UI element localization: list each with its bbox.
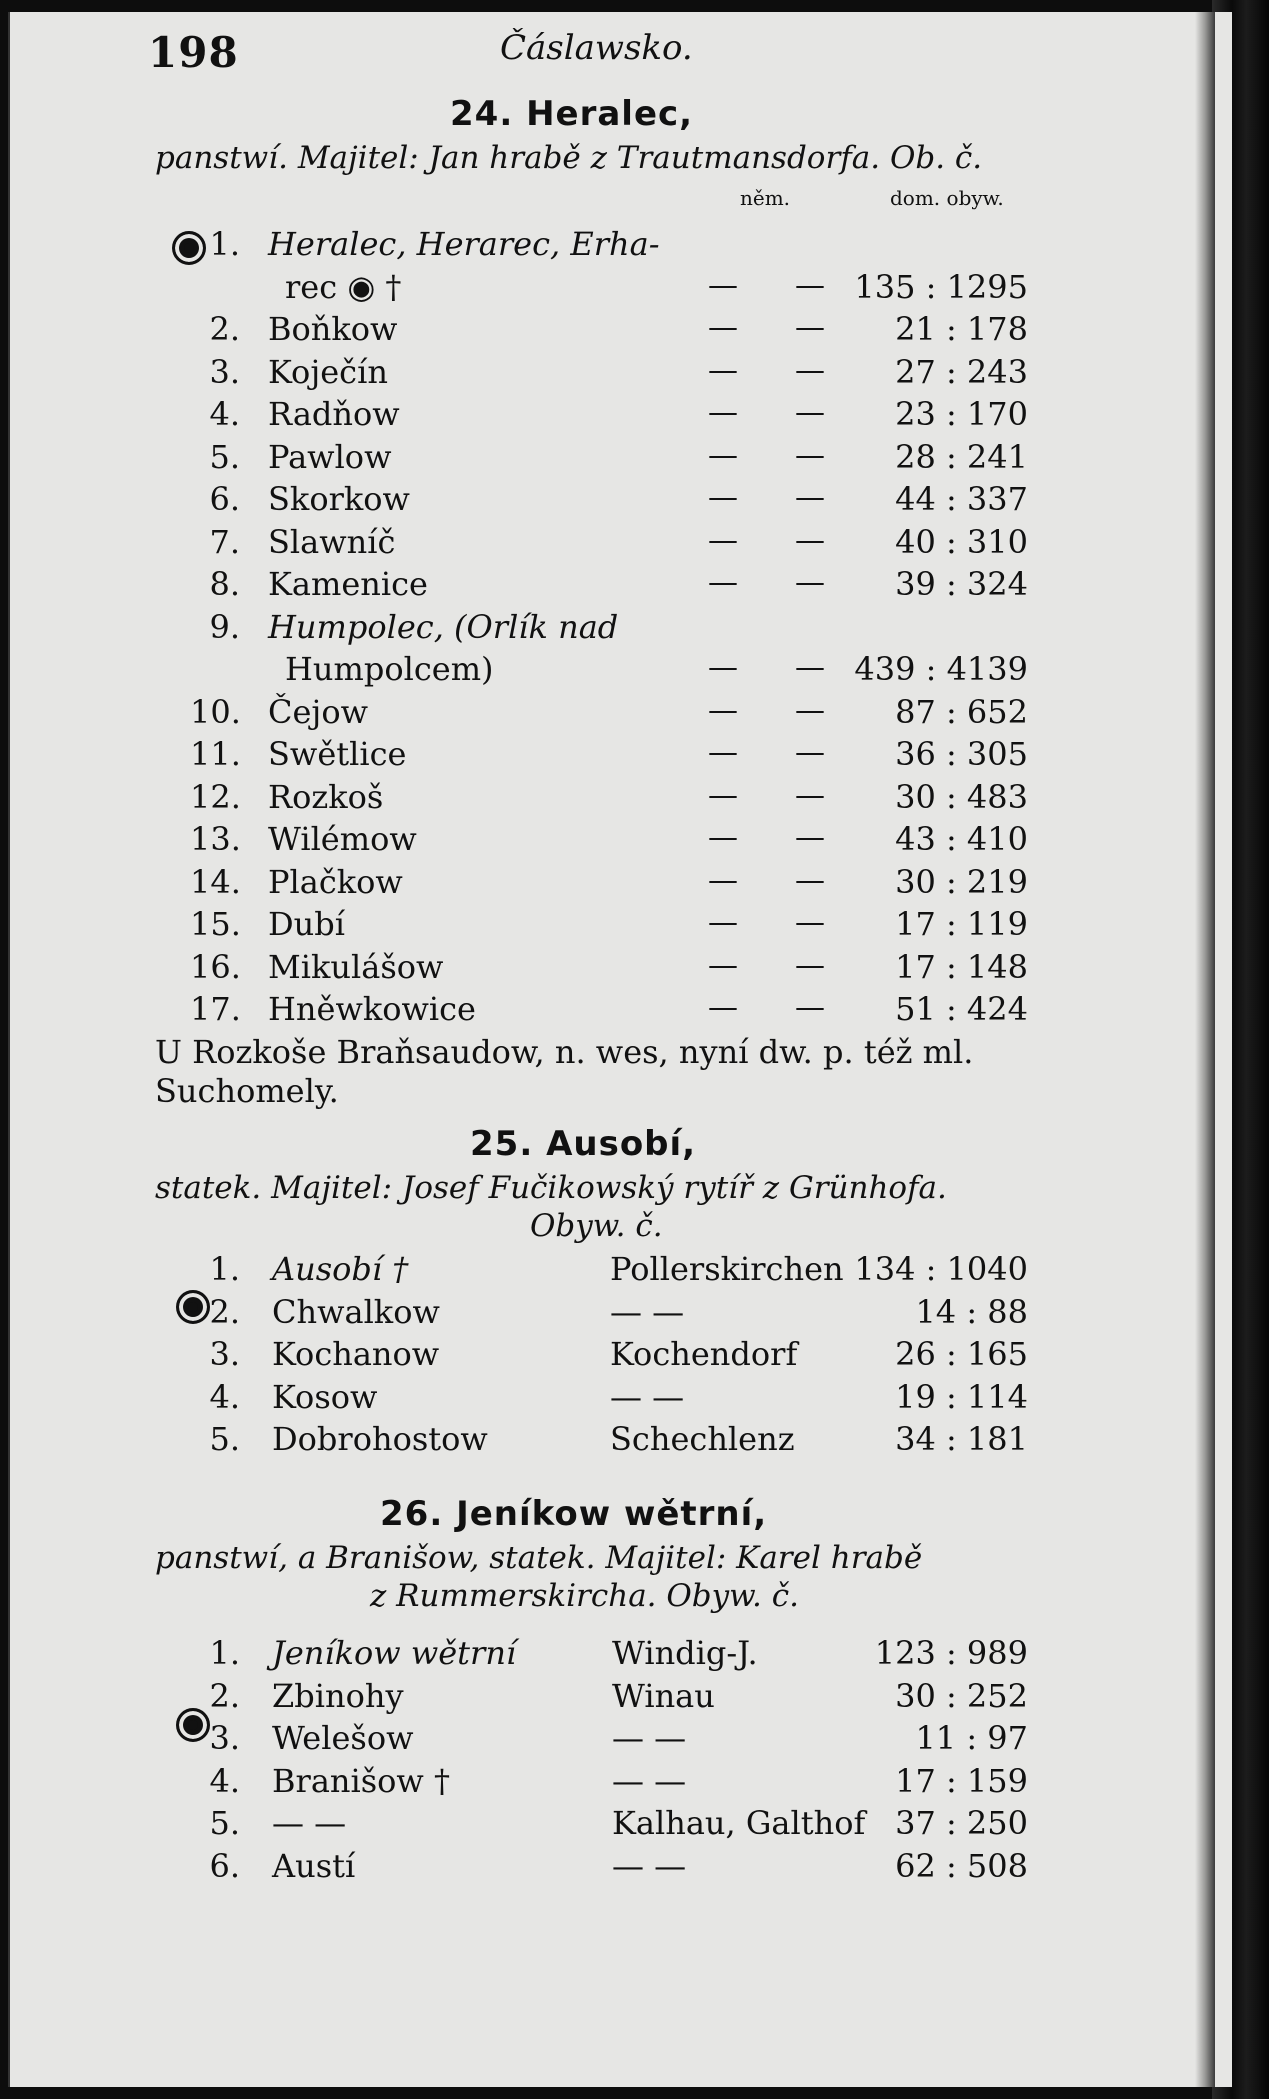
row-value: 34 : 181 (895, 1420, 1028, 1458)
column-nem: Winau (612, 1676, 715, 1715)
column-nem: Schechlenz (610, 1420, 795, 1458)
row-number: 3. (209, 1335, 240, 1373)
column-nem: — — (610, 1377, 685, 1416)
row-value: 135 : 1295 (854, 267, 1028, 306)
column-nem-dash: — (795, 905, 825, 940)
row-number: 5. (209, 1420, 240, 1458)
row-number: 17. (190, 990, 241, 1028)
row-number: 14. (190, 862, 241, 901)
row-number: 8. (209, 565, 240, 603)
column-nem-dash: — (795, 352, 825, 388)
column-nem-dash: — (795, 565, 825, 600)
page-edge-shadow (1195, 12, 1215, 2087)
row-name: Zbinohy (272, 1676, 404, 1715)
column-nem-dash: — (795, 480, 825, 515)
row-value: 51 : 424 (895, 990, 1028, 1028)
section-25-subtitle-line1: statek. Majitel: Josef Fučikowský rytíř z Grünhofa. (155, 1170, 947, 1206)
row-name: Austí (272, 1846, 356, 1885)
row-name: Humpolec, (Orlík nad (268, 607, 619, 646)
row-name: Swětlice (268, 735, 407, 773)
column-nem-dash: — (708, 267, 738, 303)
row-number: 3. (209, 1719, 240, 1757)
column-nem-dash: — (708, 352, 738, 388)
row-number: 10. (190, 692, 241, 731)
row-value: 23 : 170 (895, 395, 1028, 433)
section-25-title: 25. Ausobí, (470, 1124, 697, 1164)
row-value: 43 : 410 (895, 820, 1028, 858)
row-number: 4. (209, 1761, 240, 1800)
column-nem-dash: — (708, 692, 738, 728)
row-name: Dobrohostow (272, 1420, 488, 1458)
column-nem-dash: — (708, 820, 738, 855)
row-value: 17 : 159 (895, 1761, 1028, 1800)
row-name: Kochanow (272, 1335, 440, 1373)
row-number: 3. (209, 352, 240, 391)
row-value: 14 : 88 (915, 1292, 1028, 1331)
row-number: 9. (209, 607, 240, 646)
column-nem-dash: — (795, 692, 825, 728)
row-value: 21 : 178 (895, 310, 1028, 348)
column-nem-dash: — (708, 480, 738, 515)
row-value: 87 : 652 (895, 692, 1028, 731)
row-name: Radňow (268, 395, 400, 433)
row-number: 1. (209, 225, 240, 263)
row-number: 6. (209, 480, 240, 518)
column-nem-dash: — (795, 820, 825, 855)
column-nem-dash: — (708, 395, 738, 430)
column-nem-dash: — (708, 990, 738, 1025)
column-nem-dash: — (795, 947, 825, 983)
row-value: 30 : 219 (895, 862, 1028, 901)
row-name: Plačkow (268, 862, 403, 901)
section-26-subtitle-line2: z Rummerskircha. Obyw. č. (370, 1578, 799, 1614)
row-number: 1. (209, 1250, 240, 1288)
row-value: 62 : 508 (895, 1846, 1028, 1885)
column-nem: Kalhau, Galthof (612, 1804, 866, 1842)
section-24-subtitle: panstwí. Majitel: Jan hrabě z Trautmansdorfa. Ob. č. (155, 140, 983, 176)
row-value: 30 : 252 (895, 1676, 1028, 1715)
section-26-title: 26. Jeníkow wětrní, (380, 1494, 768, 1534)
row-number: 16. (190, 947, 241, 986)
row-name: Heralec, Herarec, Erha- (268, 225, 660, 263)
column-nem-dash: — (708, 310, 738, 345)
row-number: 6. (209, 1846, 240, 1885)
row-name: Boňkow (268, 310, 398, 348)
row-number: 12. (190, 777, 241, 816)
section-24-note-line1: U Rozkoše Braňsaudow, n. wes, nyní dw. p. též ml. (155, 1033, 974, 1071)
row-name: Čejow (268, 692, 368, 731)
row-name: — — (272, 1804, 347, 1842)
column-nem-dash: — (795, 777, 825, 813)
row-number: 4. (209, 1377, 240, 1416)
row-name: Dubí (268, 905, 345, 943)
row-value: 30 : 483 (895, 777, 1028, 816)
column-nem-dash: — (795, 650, 825, 685)
row-value: 37 : 250 (895, 1804, 1028, 1842)
section-25-subtitle-line2: Obyw. č. (530, 1208, 663, 1244)
column-nem-dash: — (795, 990, 825, 1025)
column-header-dom-obyw: dom. obyw. (890, 186, 1004, 210)
row-number: 7. (209, 522, 240, 561)
row-number: 5. (209, 1804, 240, 1842)
column-nem-dash: — (795, 310, 825, 345)
row-value: 11 : 97 (915, 1719, 1028, 1757)
row-number: 2. (209, 310, 240, 348)
row-value: 44 : 337 (895, 480, 1028, 518)
column-nem-dash: — (708, 735, 738, 770)
column-nem-dash: — (795, 522, 825, 558)
row-name: Kamenice (268, 565, 428, 603)
column-nem-dash: — (708, 777, 738, 813)
row-value: 19 : 114 (895, 1377, 1028, 1416)
row-number: 1. (209, 1634, 240, 1672)
column-nem-dash: — (708, 565, 738, 600)
column-nem-dash: — (708, 862, 738, 898)
row-name: Slawníč (268, 522, 396, 561)
row-name: Kosow (272, 1377, 378, 1416)
row-value: 123 : 989 (874, 1634, 1028, 1672)
row-value: 39 : 324 (895, 565, 1028, 603)
row-name: Welešow (272, 1719, 414, 1757)
column-nem: — — (612, 1761, 687, 1800)
column-nem-dash: — (708, 905, 738, 940)
row-number: 2. (209, 1292, 240, 1331)
column-nem-dash: — (795, 437, 825, 473)
row-name-continued: Humpolcem) (285, 650, 494, 688)
row-name: Chwalkow (272, 1292, 440, 1331)
row-number: 13. (190, 820, 241, 858)
column-nem: Pollerskirchen (610, 1250, 844, 1288)
column-nem: Windig-J. (612, 1634, 758, 1672)
row-name: Ausobí † (272, 1250, 409, 1288)
column-nem-dash: — (708, 650, 738, 685)
row-name-continued: rec ◉ † (285, 267, 402, 306)
row-name: Hněwkowice (268, 990, 476, 1028)
section-24-title: 24. Heralec, (450, 94, 694, 134)
row-value: 28 : 241 (895, 437, 1028, 476)
column-nem: — — (610, 1292, 685, 1331)
row-name: Skorkow (268, 480, 410, 518)
row-value: 439 : 4139 (854, 650, 1028, 688)
row-value: 17 : 119 (895, 905, 1028, 943)
column-nem-dash: — (795, 267, 825, 303)
page-number: 198 (148, 28, 239, 77)
column-nem: — — (612, 1719, 687, 1757)
column-header-nem: něm. (740, 186, 791, 210)
column-nem: Kochendorf (610, 1335, 798, 1373)
row-name: Wilémow (268, 820, 417, 858)
row-value: 40 : 310 (895, 522, 1028, 561)
row-number: 11. (190, 735, 241, 773)
row-name: Branišow † (272, 1761, 450, 1800)
row-value: 17 : 148 (895, 947, 1028, 986)
town-bullet-icon (172, 231, 206, 265)
row-name: Mikulášow (268, 947, 444, 986)
row-value: 36 : 305 (895, 735, 1028, 773)
section-26-subtitle-line1: panstwí, a Branišow, statek. Majitel: Karel hrabě (155, 1540, 923, 1576)
row-name: Koječín (268, 352, 388, 391)
column-nem-dash: — (795, 395, 825, 430)
column-nem: — — (612, 1846, 687, 1885)
row-number: 15. (190, 905, 241, 943)
column-nem-dash: — (708, 522, 738, 558)
row-name: Rozkoš (268, 777, 384, 816)
row-number: 4. (209, 395, 240, 433)
column-nem-dash: — (708, 947, 738, 983)
row-value: 27 : 243 (895, 352, 1028, 391)
column-nem-dash: — (708, 437, 738, 473)
running-title: Čáslawsko. (500, 28, 693, 68)
row-value: 134 : 1040 (854, 1250, 1028, 1288)
column-nem-dash: — (795, 862, 825, 898)
row-value: 26 : 165 (895, 1335, 1028, 1373)
row-number: 2. (209, 1676, 240, 1715)
row-name: Jeníkow wětrní (272, 1634, 517, 1672)
section-24-note-line2: Suchomely. (155, 1072, 339, 1110)
row-name: Pawlow (268, 437, 392, 476)
column-nem-dash: — (795, 735, 825, 770)
row-number: 5. (209, 437, 240, 476)
